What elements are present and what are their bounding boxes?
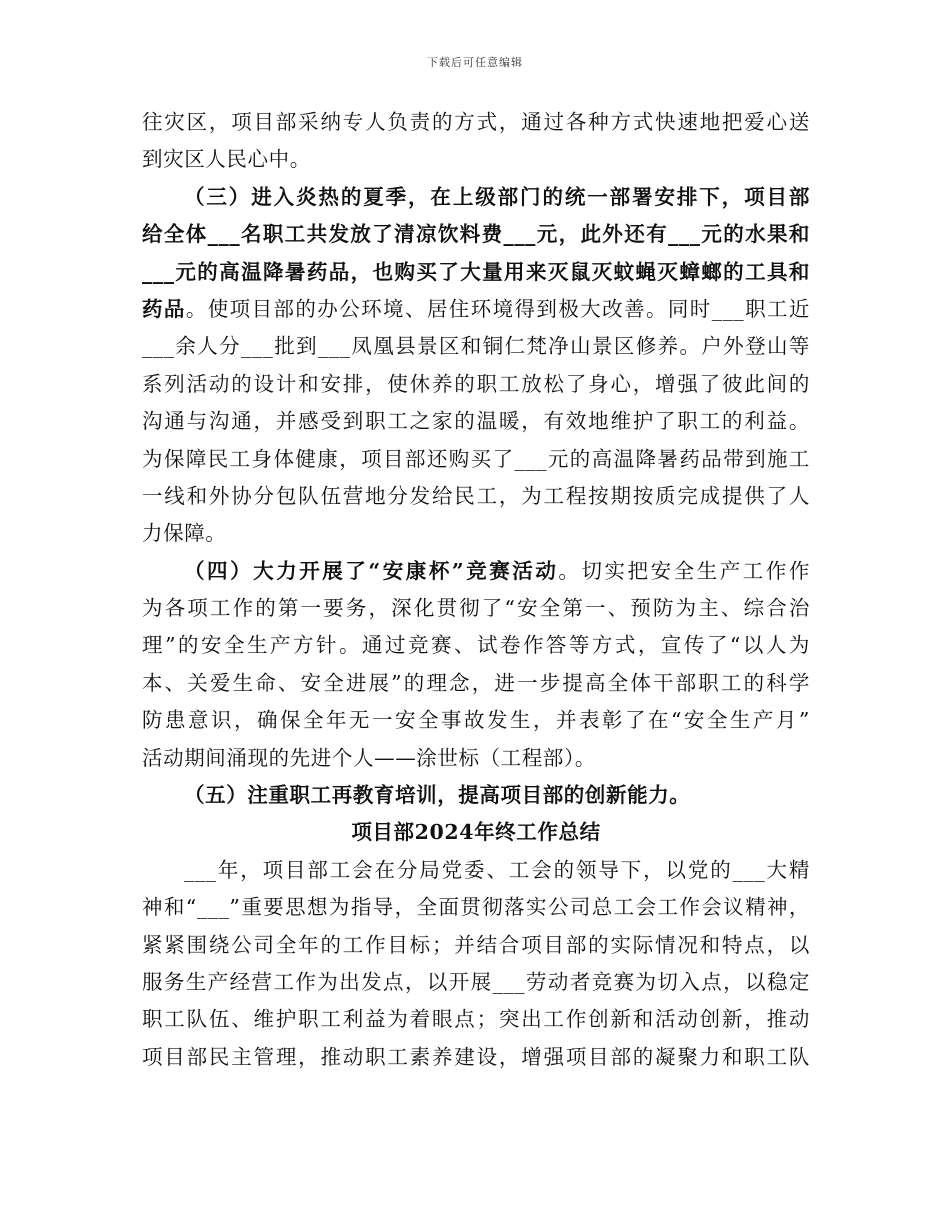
text-line: 力保障。	[142, 521, 227, 546]
bold-text: 给全体___名职工共发放了清凉饮料费___元，此外还有___元的水果和	[142, 222, 810, 247]
text-line: 系列活动的设计和安排，使休养的职工放松了身心，增强了彼此间的	[142, 371, 810, 396]
bold-line	[142, 216, 810, 253]
section-heading-5	[142, 777, 810, 814]
text-line: 沟通与沟通，并感受到职工之家的温暖，有效地维护了职工的利益。	[142, 409, 810, 434]
page-header: 下载后可任意编辑	[427, 56, 523, 69]
text-line: 往灾区，项目部采纳专人负责的方式，通过各种方式快速地把爱心送	[142, 110, 810, 134]
text-line: 服务生产经营工作为出发点，以开展___劳动者竞赛为切入点，以稳定	[142, 969, 810, 994]
plain-text: 。使项目部的办公环境、居住环境得到极大改善。同时___职工近	[185, 296, 810, 321]
text-line: 为各项工作的第一要务，深化贯彻了“安全第一、预防为主、综合治	[142, 596, 810, 621]
text-line: 神和“___”重要思想为指导，全面贯彻落实公司总工会工作会议精神，	[142, 895, 810, 920]
bold-text: （三）进入炎热的夏季，在上级部门的统一部署安排下，项目部	[184, 184, 810, 209]
text-line: ___年，项目部工会在分局党委、工会的领导下，以党的___大精	[184, 857, 810, 882]
text-line: 一线和外协分包队伍营地分发给民工，为工程按期按质完成提供了人	[142, 483, 810, 508]
bold-line	[142, 254, 810, 291]
text-line: 到灾区人民心中。	[142, 147, 311, 172]
text-line: 职工队伍、维护职工利益为着眼点；突出工作创新和活动创新，推动	[142, 1007, 810, 1032]
text-line: 项目部民主管理，推动职工素养建设，增强项目部的凝聚力和职工队	[142, 1044, 810, 1069]
text-line: 为保障民工身体健康，项目部还购买了___元的高温降暑药品带到施工	[142, 446, 810, 471]
bold-text: （五）注重职工再教育培训，提高项目部的创新能力。	[184, 783, 691, 808]
text-line: 本、关爱生命、安全进展”的理念，进一步提高全体干部职工的科学	[142, 670, 810, 695]
text-line: 紧紧围绕公司全年的工作目标；并结合项目部的实际情况和特点，以	[142, 932, 810, 957]
section-heading-3	[142, 179, 810, 216]
text-line: 防患意识，确保全年无一安全事故发生，并表彰了在“安全生产月”	[142, 708, 810, 733]
document-body	[142, 104, 810, 1076]
section-heading-4	[142, 553, 810, 590]
text-line: 理”的安全生产方针。通过竞赛、试卷作答等方式，宣传了“以人为	[142, 633, 810, 658]
bold-text: 药品	[142, 296, 186, 321]
bold-text: （四）大力开展了“安康杯”竞赛活动	[184, 558, 559, 583]
text-line: 活动期间涌现的先进个人——涂世标（工程部）。	[142, 745, 596, 770]
plain-text: 。切实把安全生产工作作	[558, 558, 810, 583]
document-title: 项目部2024年终工作总结	[351, 820, 601, 845]
bold-text: ___元的高温降暑药品，也购买了大量用来灭鼠灭蚊蝇灭蟑螂的工具和	[142, 259, 810, 284]
text-line: ___余人分___批到___凤凰县景区和铜仁梵净山景区修养。户外登山等	[142, 334, 810, 359]
mixed-line	[142, 291, 810, 328]
